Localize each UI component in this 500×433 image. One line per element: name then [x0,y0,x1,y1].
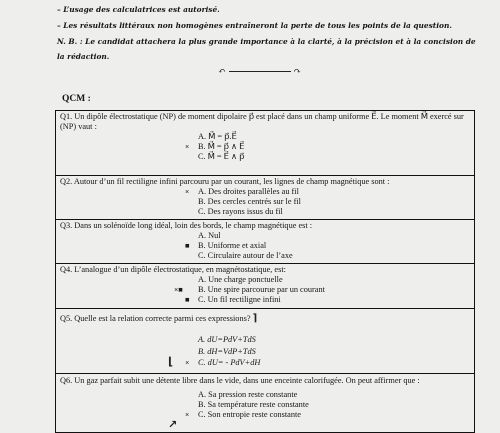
question-text: Q3. Dans un solénoïde long idéal, loin des bords, le champ magnétique est : [60,221,313,230]
cross-mark-icon: × [185,142,190,151]
option-label: C. Circulaire autour de l’axe [198,251,293,260]
filled-box-icon: ■ [185,241,190,250]
question-text [60,314,470,324]
question-6 [56,374,474,432]
instructions [57,2,477,64]
separator-left-icon: ↶ [218,66,226,76]
filled-box-icon: ■ [185,295,190,304]
option-c[interactable] [185,357,470,369]
option-b[interactable] [185,142,470,152]
option-c[interactable] [198,152,470,162]
option-b[interactable] [185,241,470,251]
question-2 [56,176,474,220]
option-label: C. M⃗ = E⃗ ∧ p⃗ [198,152,245,161]
option-b[interactable] [198,346,470,358]
option-label: A. Sa pression reste constante [198,390,298,399]
option-list [174,275,470,305]
option-list [185,231,470,261]
option-a[interactable] [198,334,470,346]
option-c[interactable] [198,207,470,217]
option-label: B. Des cercles centrés sur le fil [198,197,301,206]
question-text: Q1. Un dipôle électrostatique (NP) de moment dipolaire p⃗ est placé dans un champ uniforme E⃗. Le moment M⃗ exercé sur (NP) vaut : [60,112,464,131]
option-c[interactable] [185,295,470,305]
question-text: Q2. Autour d’un fil rectiligne infini parcouru par un courant, les lignes de champ magnétique sont : [60,177,390,186]
option-b[interactable] [198,400,470,410]
option-label: A. Des droites parallèles au fil [198,187,299,196]
option-a[interactable] [198,132,470,142]
option-a[interactable] [198,275,470,285]
handwritten-bracket-icon: ⌉ [252,313,258,324]
question-text: Q6. Un gaz parfait subit une détente libre dans le vide, dans une enceinte calorifugée. On peut affirmer que : [60,376,420,385]
option-c[interactable] [185,410,470,420]
cross-mark-icon: × [185,358,190,367]
option-list [185,390,470,420]
question-label: Q5. Quelle est la relation correcte parmi ces expressions? [60,314,251,323]
note-calculators: – L’usage des calculatrices est autorisé. [57,5,220,14]
option-label: A. Une charge ponctuelle [198,275,283,284]
note-homogeneity: – Les résultats littéraux non homogènes entraîneront la perte de tous les points de la question. [57,21,452,30]
option-label: A. M⃗ = p⃗.E⃗ [198,132,237,141]
separator-line [229,71,291,72]
question-1 [56,111,474,176]
option-label: A. Nul [198,231,221,240]
option-b[interactable] [198,197,470,207]
separator [218,66,301,77]
option-c[interactable] [198,251,470,261]
separator-right-icon: ↷ [293,66,302,76]
option-a[interactable] [185,187,470,197]
handwritten-bracket-icon: ⌊ [168,355,174,368]
question-text: Q4. L’analogue d’un dipôle électrostatique, en magnétostatique, est: [60,265,286,274]
option-label: C. Un fil rectiligne infini [198,295,281,304]
question-4 [56,264,474,309]
question-5 [56,309,474,374]
option-list [185,334,470,369]
option-list [185,132,470,162]
option-a[interactable] [198,390,470,400]
option-label: C. dU= - PdV+dH [198,358,261,367]
handwritten-arrow-icon: ↗ [168,418,178,431]
option-label: B. Une spire parcourue par un courant [198,285,325,294]
question-table [55,110,475,433]
option-label: B. Uniforme et axial [198,241,267,250]
option-label: C. Son entropie reste constante [198,410,301,419]
option-label: A. dU=PdV+TdS [198,335,256,344]
option-label: B. M⃗ = p⃗ ∧ E⃗ [198,142,245,151]
cross-box-icon: ×■ [174,285,183,294]
question-3 [56,220,474,264]
cross-mark-icon: × [185,187,190,196]
option-label: C. Des rayons issus du fil [198,207,283,216]
option-b[interactable] [174,285,470,295]
qcm-title: QCM : [62,94,91,104]
option-a[interactable] [198,231,470,241]
option-label: B. Sa température reste constante [198,400,309,409]
note-nb: N. B. : Le candidat attachera la plus grande importance à la clarté, à la précision et à la concision de la rédaction. [57,37,476,61]
cross-mark-icon: × [185,410,190,419]
option-list [185,187,470,217]
option-label: B. dH=VdP+TdS [198,346,256,356]
